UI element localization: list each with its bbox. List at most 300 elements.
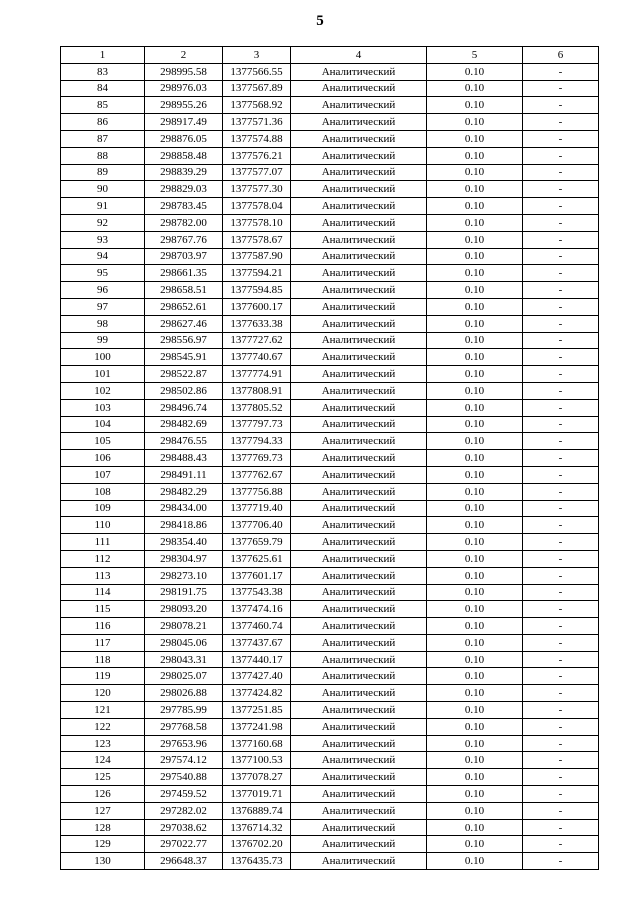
table-cell-col-6: - [523, 802, 599, 819]
table-cell-col-5: 0.10 [427, 550, 523, 567]
column-header-6: 6 [523, 47, 599, 64]
table-cell-col-3: 1377427.40 [223, 668, 291, 685]
table-cell-col-5: 0.10 [427, 332, 523, 349]
table-cell-col-5: 0.10 [427, 80, 523, 97]
table-cell-col-4: Аналитический [291, 584, 427, 601]
table-row [61, 836, 599, 853]
table-cell-col-1: 94 [61, 248, 145, 265]
table-cell-col-2: 298025.07 [145, 668, 223, 685]
table-cell-col-5: 0.10 [427, 399, 523, 416]
table-cell-col-5: 0.10 [427, 366, 523, 383]
table-cell-col-4: Аналитический [291, 433, 427, 450]
table-cell-col-4: Аналитический [291, 198, 427, 215]
table-cell-col-4: Аналитический [291, 802, 427, 819]
table-cell-col-3: 1377762.67 [223, 466, 291, 483]
table-cell-col-4: Аналитический [291, 517, 427, 534]
table-cell-col-3: 1377576.21 [223, 147, 291, 164]
table-cell-col-5: 0.10 [427, 634, 523, 651]
table-cell-col-2: 298273.10 [145, 567, 223, 584]
table-cell-col-3: 1377633.38 [223, 315, 291, 332]
table-row [61, 567, 599, 584]
table-cell-col-6: - [523, 265, 599, 282]
table-cell-col-4: Аналитический [291, 282, 427, 299]
table-cell-col-4: Аналитический [291, 164, 427, 181]
table-cell-col-4: Аналитический [291, 80, 427, 97]
table-cell-col-5: 0.10 [427, 181, 523, 198]
table-cell-col-5: 0.10 [427, 668, 523, 685]
table-cell-col-5: 0.10 [427, 265, 523, 282]
table-row [61, 433, 599, 450]
table-row [61, 634, 599, 651]
table-cell-col-5: 0.10 [427, 298, 523, 315]
table-cell-col-5: 0.10 [427, 802, 523, 819]
table-cell-col-3: 1377019.71 [223, 786, 291, 803]
table-cell-col-1: 106 [61, 450, 145, 467]
table-cell-col-1: 129 [61, 836, 145, 853]
table-cell-col-6: - [523, 601, 599, 618]
table-cell-col-5: 0.10 [427, 214, 523, 231]
table-cell-col-2: 297768.58 [145, 718, 223, 735]
table-cell-col-6: - [523, 853, 599, 870]
table-cell-col-3: 1377251.85 [223, 702, 291, 719]
table-cell-col-6: - [523, 618, 599, 635]
table-cell-col-1: 99 [61, 332, 145, 349]
table-cell-col-1: 83 [61, 63, 145, 80]
table-cell-col-6: - [523, 399, 599, 416]
table-cell-col-5: 0.10 [427, 114, 523, 131]
table-cell-col-1: 126 [61, 786, 145, 803]
table-cell-col-2: 298482.69 [145, 416, 223, 433]
table-cell-col-5: 0.10 [427, 718, 523, 735]
table-cell-col-6: - [523, 315, 599, 332]
table-cell-col-5: 0.10 [427, 819, 523, 836]
coordinates-table [60, 46, 599, 870]
table-cell-col-6: - [523, 735, 599, 752]
table-row [61, 399, 599, 416]
table-row [61, 63, 599, 80]
table-cell-col-3: 1377769.73 [223, 450, 291, 467]
table-cell-col-1: 92 [61, 214, 145, 231]
table-cell-col-2: 298354.40 [145, 534, 223, 551]
table-cell-col-5: 0.10 [427, 534, 523, 551]
table-cell-col-1: 97 [61, 298, 145, 315]
table-cell-col-1: 120 [61, 685, 145, 702]
table-cell-col-3: 1377078.27 [223, 769, 291, 786]
column-header-3: 3 [223, 47, 291, 64]
table-cell-col-2: 298839.29 [145, 164, 223, 181]
table-cell-col-3: 1377594.85 [223, 282, 291, 299]
table-cell-col-6: - [523, 433, 599, 450]
table-cell-col-4: Аналитический [291, 315, 427, 332]
table-cell-col-6: - [523, 483, 599, 500]
table-cell-col-4: Аналитический [291, 702, 427, 719]
table-cell-col-3: 1377706.40 [223, 517, 291, 534]
table-cell-col-3: 1377727.62 [223, 332, 291, 349]
table-cell-col-2: 298491.11 [145, 466, 223, 483]
table-row [61, 231, 599, 248]
table-cell-col-3: 1377437.67 [223, 634, 291, 651]
table-cell-col-6: - [523, 685, 599, 702]
table-cell-col-1: 117 [61, 634, 145, 651]
table-cell-col-4: Аналитический [291, 366, 427, 383]
table-cell-col-2: 298858.48 [145, 147, 223, 164]
table-row [61, 718, 599, 735]
table-cell-col-2: 298045.06 [145, 634, 223, 651]
table-cell-col-2: 298522.87 [145, 366, 223, 383]
table-cell-col-5: 0.10 [427, 198, 523, 215]
table-cell-col-2: 298829.03 [145, 181, 223, 198]
table-row [61, 466, 599, 483]
table-cell-col-6: - [523, 80, 599, 97]
table-cell-col-3: 1377578.04 [223, 198, 291, 215]
table-row [61, 550, 599, 567]
table-row [61, 483, 599, 500]
table-cell-col-3: 1377566.55 [223, 63, 291, 80]
table-cell-col-4: Аналитический [291, 97, 427, 114]
table-cell-col-5: 0.10 [427, 836, 523, 853]
table-cell-col-4: Аналитический [291, 735, 427, 752]
table-cell-col-2: 298488.43 [145, 450, 223, 467]
table-cell-col-4: Аналитический [291, 634, 427, 651]
table-row [61, 735, 599, 752]
table-cell-col-2: 297785.99 [145, 702, 223, 719]
table-cell-col-3: 1377601.17 [223, 567, 291, 584]
table-cell-col-4: Аналитический [291, 618, 427, 635]
table-row [61, 147, 599, 164]
column-header-5: 5 [427, 47, 523, 64]
table-cell-col-5: 0.10 [427, 349, 523, 366]
table-row [61, 416, 599, 433]
table-cell-col-2: 298995.58 [145, 63, 223, 80]
table-row [61, 534, 599, 551]
table-cell-col-1: 88 [61, 147, 145, 164]
table-cell-col-3: 1377587.90 [223, 248, 291, 265]
table-cell-col-2: 298955.26 [145, 97, 223, 114]
table-cell-col-4: Аналитический [291, 668, 427, 685]
table-cell-col-2: 298482.29 [145, 483, 223, 500]
table-cell-col-3: 1377100.53 [223, 752, 291, 769]
table-cell-col-2: 298093.20 [145, 601, 223, 618]
table-cell-col-5: 0.10 [427, 584, 523, 601]
table-cell-col-1: 130 [61, 853, 145, 870]
table-cell-col-5: 0.10 [427, 282, 523, 299]
table-cell-col-5: 0.10 [427, 164, 523, 181]
table-cell-col-1: 103 [61, 399, 145, 416]
table-cell-col-4: Аналитический [291, 550, 427, 567]
table-cell-col-6: - [523, 332, 599, 349]
table-cell-col-6: - [523, 550, 599, 567]
column-header-4: 4 [291, 47, 427, 64]
table-row [61, 601, 599, 618]
table-cell-col-4: Аналитический [291, 147, 427, 164]
table-cell-col-5: 0.10 [427, 483, 523, 500]
table-cell-col-6: - [523, 382, 599, 399]
table-cell-col-4: Аналитический [291, 769, 427, 786]
table-cell-col-6: - [523, 718, 599, 735]
table-cell-col-3: 1377574.88 [223, 130, 291, 147]
table-row [61, 584, 599, 601]
table-cell-col-4: Аналитический [291, 248, 427, 265]
table-cell-col-3: 1377594.21 [223, 265, 291, 282]
table-cell-col-3: 1377740.67 [223, 349, 291, 366]
table-cell-col-1: 105 [61, 433, 145, 450]
table-row [61, 769, 599, 786]
table-cell-col-1: 104 [61, 416, 145, 433]
table-cell-col-6: - [523, 634, 599, 651]
table-cell-col-3: 1377568.92 [223, 97, 291, 114]
table-cell-col-4: Аналитический [291, 836, 427, 853]
table-cell-col-5: 0.10 [427, 769, 523, 786]
table-cell-col-6: - [523, 769, 599, 786]
table-cell-col-4: Аналитический [291, 786, 427, 803]
table-cell-col-4: Аналитический [291, 718, 427, 735]
table-cell-col-2: 296648.37 [145, 853, 223, 870]
table-cell-col-6: - [523, 298, 599, 315]
table-cell-col-3: 1377625.61 [223, 550, 291, 567]
table-cell-col-3: 1377756.88 [223, 483, 291, 500]
table-cell-col-5: 0.10 [427, 651, 523, 668]
table-row [61, 668, 599, 685]
table-cell-col-1: 121 [61, 702, 145, 719]
table-cell-col-2: 298502.86 [145, 382, 223, 399]
table-cell-col-4: Аналитический [291, 416, 427, 433]
table-cell-col-1: 101 [61, 366, 145, 383]
table-cell-col-2: 298043.31 [145, 651, 223, 668]
table-cell-col-1: 87 [61, 130, 145, 147]
table-row [61, 685, 599, 702]
table-cell-col-1: 89 [61, 164, 145, 181]
table-cell-col-6: - [523, 466, 599, 483]
table-cell-col-5: 0.10 [427, 147, 523, 164]
table-cell-col-5: 0.10 [427, 231, 523, 248]
table-row [61, 853, 599, 870]
table-cell-col-5: 0.10 [427, 567, 523, 584]
table-cell-col-1: 128 [61, 819, 145, 836]
table-cell-col-2: 297038.62 [145, 819, 223, 836]
table-cell-col-6: - [523, 231, 599, 248]
table-cell-col-3: 1377424.82 [223, 685, 291, 702]
table-row [61, 315, 599, 332]
table-cell-col-3: 1377577.30 [223, 181, 291, 198]
table-cell-col-3: 1377460.74 [223, 618, 291, 635]
table-cell-col-1: 115 [61, 601, 145, 618]
table-row [61, 181, 599, 198]
header-row [61, 47, 599, 64]
table-cell-col-5: 0.10 [427, 786, 523, 803]
table-cell-col-2: 297022.77 [145, 836, 223, 853]
table-cell-col-5: 0.10 [427, 853, 523, 870]
table-cell-col-5: 0.10 [427, 433, 523, 450]
table-cell-col-6: - [523, 584, 599, 601]
table-cell-col-1: 123 [61, 735, 145, 752]
table-cell-col-3: 1377719.40 [223, 500, 291, 517]
table-row [61, 114, 599, 131]
table-cell-col-5: 0.10 [427, 517, 523, 534]
table-cell-col-4: Аналитический [291, 651, 427, 668]
table-cell-col-1: 118 [61, 651, 145, 668]
table-row [61, 80, 599, 97]
table-cell-col-2: 297282.02 [145, 802, 223, 819]
table-row [61, 164, 599, 181]
table-cell-col-4: Аналитический [291, 298, 427, 315]
table-cell-col-1: 122 [61, 718, 145, 735]
table-cell-col-2: 298026.88 [145, 685, 223, 702]
table-cell-col-4: Аналитический [291, 114, 427, 131]
table-cell-col-6: - [523, 836, 599, 853]
table-row [61, 517, 599, 534]
table-cell-col-1: 125 [61, 769, 145, 786]
table-row [61, 819, 599, 836]
table-cell-col-1: 109 [61, 500, 145, 517]
table-cell-col-3: 1377600.17 [223, 298, 291, 315]
table-cell-col-2: 298917.49 [145, 114, 223, 131]
table-row [61, 97, 599, 114]
table-cell-col-2: 298876.05 [145, 130, 223, 147]
table-cell-col-6: - [523, 819, 599, 836]
table-cell-col-4: Аналитический [291, 450, 427, 467]
table-cell-col-4: Аналитический [291, 181, 427, 198]
table-cell-col-4: Аналитический [291, 819, 427, 836]
table-cell-col-6: - [523, 349, 599, 366]
table-cell-col-1: 113 [61, 567, 145, 584]
table-cell-col-2: 297540.88 [145, 769, 223, 786]
table-cell-col-6: - [523, 248, 599, 265]
table-cell-col-6: - [523, 651, 599, 668]
table-cell-col-3: 1377578.10 [223, 214, 291, 231]
table-cell-col-3: 1377474.16 [223, 601, 291, 618]
column-header-2: 2 [145, 47, 223, 64]
table-cell-col-2: 298658.51 [145, 282, 223, 299]
table-cell-col-3: 1377440.17 [223, 651, 291, 668]
table-cell-col-1: 86 [61, 114, 145, 131]
table-cell-col-6: - [523, 517, 599, 534]
table-cell-col-5: 0.10 [427, 450, 523, 467]
table-cell-col-6: - [523, 534, 599, 551]
table-cell-col-6: - [523, 786, 599, 803]
table-cell-col-6: - [523, 147, 599, 164]
table-cell-col-6: - [523, 702, 599, 719]
table-cell-col-6: - [523, 114, 599, 131]
table-cell-col-6: - [523, 181, 599, 198]
table-cell-col-2: 298703.97 [145, 248, 223, 265]
page-number: 5 [316, 13, 324, 29]
table-cell-col-1: 114 [61, 584, 145, 601]
table-cell-col-4: Аналитический [291, 399, 427, 416]
table-row [61, 366, 599, 383]
table-cell-col-4: Аналитический [291, 567, 427, 584]
table-cell-col-4: Аналитический [291, 853, 427, 870]
table-cell-col-2: 298545.91 [145, 349, 223, 366]
table-cell-col-3: 1377797.73 [223, 416, 291, 433]
table-row [61, 282, 599, 299]
table-cell-col-3: 1377794.33 [223, 433, 291, 450]
table-cell-col-4: Аналитический [291, 214, 427, 231]
table-row [61, 214, 599, 231]
table-cell-col-2: 298418.86 [145, 517, 223, 534]
table-cell-col-5: 0.10 [427, 685, 523, 702]
table-cell-col-1: 102 [61, 382, 145, 399]
table-cell-col-1: 111 [61, 534, 145, 551]
table-cell-col-3: 1377805.52 [223, 399, 291, 416]
table-row [61, 802, 599, 819]
table-row [61, 349, 599, 366]
table-cell-col-5: 0.10 [427, 601, 523, 618]
table-cell-col-4: Аналитический [291, 685, 427, 702]
table-cell-col-5: 0.10 [427, 382, 523, 399]
table-cell-col-3: 1377808.91 [223, 382, 291, 399]
table-cell-col-6: - [523, 198, 599, 215]
table-cell-col-4: Аналитический [291, 601, 427, 618]
table-row [61, 332, 599, 349]
table-cell-col-1: 116 [61, 618, 145, 635]
table-cell-col-5: 0.10 [427, 500, 523, 517]
table-cell-col-4: Аналитический [291, 534, 427, 551]
table-cell-col-2: 298976.03 [145, 80, 223, 97]
table-cell-col-2: 298652.61 [145, 298, 223, 315]
table-cell-col-6: - [523, 97, 599, 114]
table-cell-col-2: 298304.97 [145, 550, 223, 567]
table-cell-col-2: 298782.00 [145, 214, 223, 231]
table-cell-col-2: 297653.96 [145, 735, 223, 752]
table-cell-col-5: 0.10 [427, 315, 523, 332]
table-cell-col-5: 0.10 [427, 248, 523, 265]
table-cell-col-1: 110 [61, 517, 145, 534]
table-cell-col-4: Аналитический [291, 231, 427, 248]
table-cell-col-1: 100 [61, 349, 145, 366]
table-cell-col-2: 298476.55 [145, 433, 223, 450]
table-cell-col-1: 90 [61, 181, 145, 198]
table-row [61, 265, 599, 282]
table-cell-col-1: 119 [61, 668, 145, 685]
table-cell-col-1: 127 [61, 802, 145, 819]
table-cell-col-3: 1377567.89 [223, 80, 291, 97]
table-cell-col-1: 85 [61, 97, 145, 114]
table-cell-col-4: Аналитический [291, 265, 427, 282]
table-cell-col-3: 1377774.91 [223, 366, 291, 383]
table-row [61, 786, 599, 803]
table-cell-col-4: Аналитический [291, 466, 427, 483]
table-cell-col-1: 112 [61, 550, 145, 567]
table-cell-col-6: - [523, 63, 599, 80]
table-row [61, 450, 599, 467]
table-cell-col-2: 298556.97 [145, 332, 223, 349]
table-cell-col-3: 1377241.98 [223, 718, 291, 735]
table-row [61, 298, 599, 315]
table-cell-col-1: 98 [61, 315, 145, 332]
table-cell-col-2: 298783.45 [145, 198, 223, 215]
table-cell-col-4: Аналитический [291, 332, 427, 349]
table-cell-col-4: Аналитический [291, 349, 427, 366]
table-cell-col-1: 91 [61, 198, 145, 215]
table-cell-col-3: 1377578.67 [223, 231, 291, 248]
table-cell-col-5: 0.10 [427, 752, 523, 769]
table-cell-col-5: 0.10 [427, 130, 523, 147]
table-cell-col-2: 297574.12 [145, 752, 223, 769]
table-cell-col-3: 1376702.20 [223, 836, 291, 853]
table-row [61, 382, 599, 399]
table-cell-col-6: - [523, 500, 599, 517]
table-cell-col-1: 124 [61, 752, 145, 769]
table-cell-col-3: 1377659.79 [223, 534, 291, 551]
table-cell-col-1: 108 [61, 483, 145, 500]
table-cell-col-2: 298434.00 [145, 500, 223, 517]
table-cell-col-5: 0.10 [427, 466, 523, 483]
table-cell-col-2: 298191.75 [145, 584, 223, 601]
table-cell-col-3: 1376889.74 [223, 802, 291, 819]
table-cell-col-3: 1376714.32 [223, 819, 291, 836]
table-cell-col-2: 298627.46 [145, 315, 223, 332]
table-cell-col-5: 0.10 [427, 618, 523, 635]
